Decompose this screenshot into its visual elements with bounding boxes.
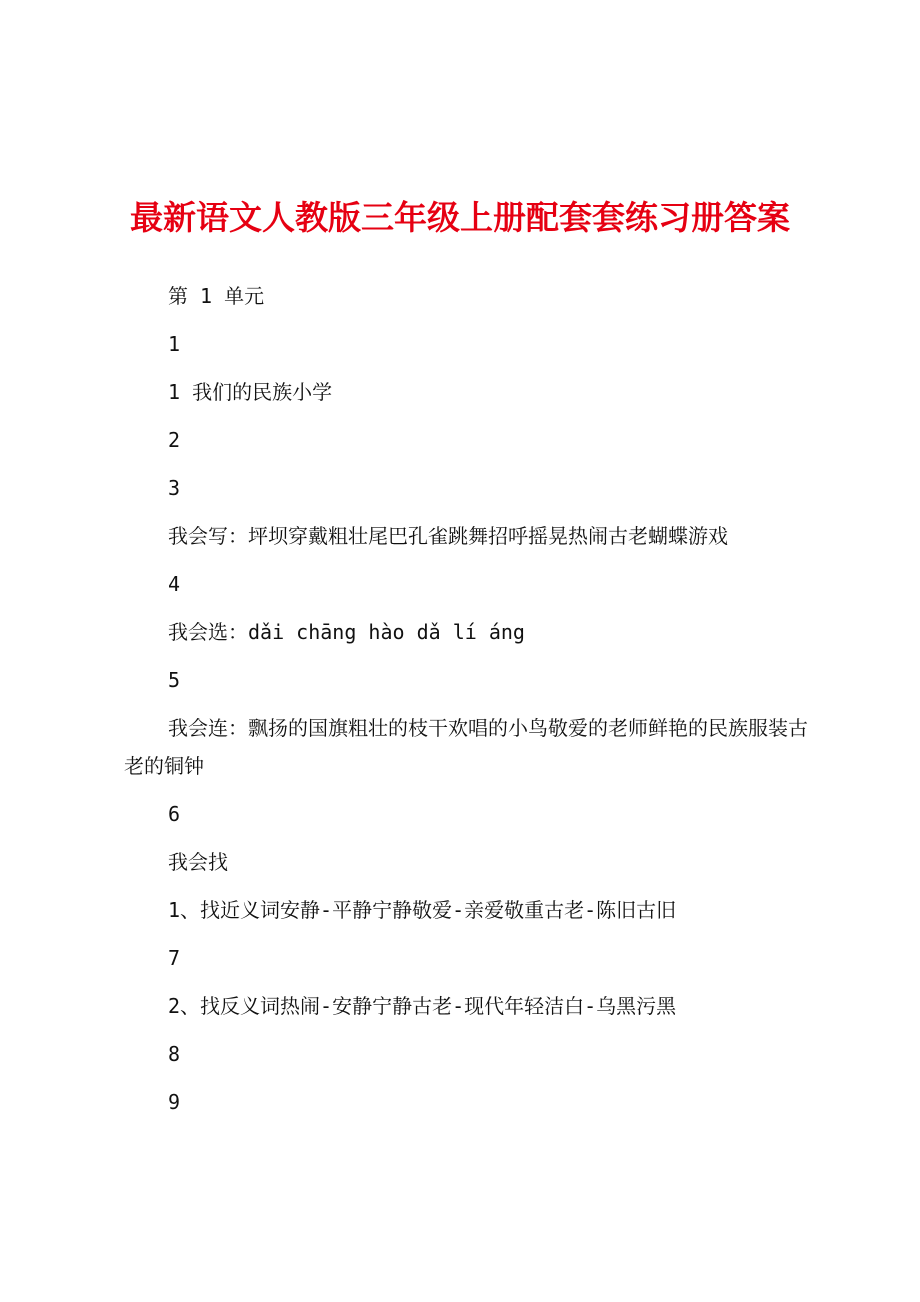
paragraph-connect-answer: 我会连：飘扬的国旗粗壮的枝干欢唱的小鸟敬爱的老师鲜艳的民族服装古老的铜钟 xyxy=(124,716,808,778)
paragraph-number-1: 1 xyxy=(168,332,181,356)
paragraph-write-answer: 我会写：坪坝穿戴粗壮尾巴孔雀跳舞招呼摇晃热闹古老蝴蝶游戏 xyxy=(168,524,728,548)
paragraph-number-7: 7 xyxy=(168,946,181,970)
paragraph-number-3: 3 xyxy=(168,476,181,500)
paragraph-unit-heading: 第 1 单元 xyxy=(168,284,265,308)
paragraph-find-heading: 我会找 xyxy=(168,850,228,874)
document-body xyxy=(124,272,812,1126)
paragraph-synonyms-answer: 1、找近义词安静-平静宁静敬爱-亲爱敬重古老-陈旧古旧 xyxy=(168,898,677,922)
paragraph-lesson-title: 1 我们的民族小学 xyxy=(168,380,333,404)
paragraph-number-4: 4 xyxy=(168,572,181,596)
paragraph-number-5: 5 xyxy=(168,668,181,692)
paragraph-number-2: 2 xyxy=(168,428,181,452)
paragraph-antonyms-answer: 2、找反义词热闹-安静宁静古老-现代年轻洁白-乌黑污黑 xyxy=(168,994,677,1018)
paragraph-number-8: 8 xyxy=(168,1042,181,1066)
document-title: 最新语文人教版三年级上册配套套练习册答案 xyxy=(130,198,790,237)
paragraph-number-9: 9 xyxy=(168,1090,181,1114)
paragraph-choose-answer: 我会选：dǎi chāng hào dǎ lí áng xyxy=(168,620,525,644)
paragraph-number-6: 6 xyxy=(168,802,181,826)
